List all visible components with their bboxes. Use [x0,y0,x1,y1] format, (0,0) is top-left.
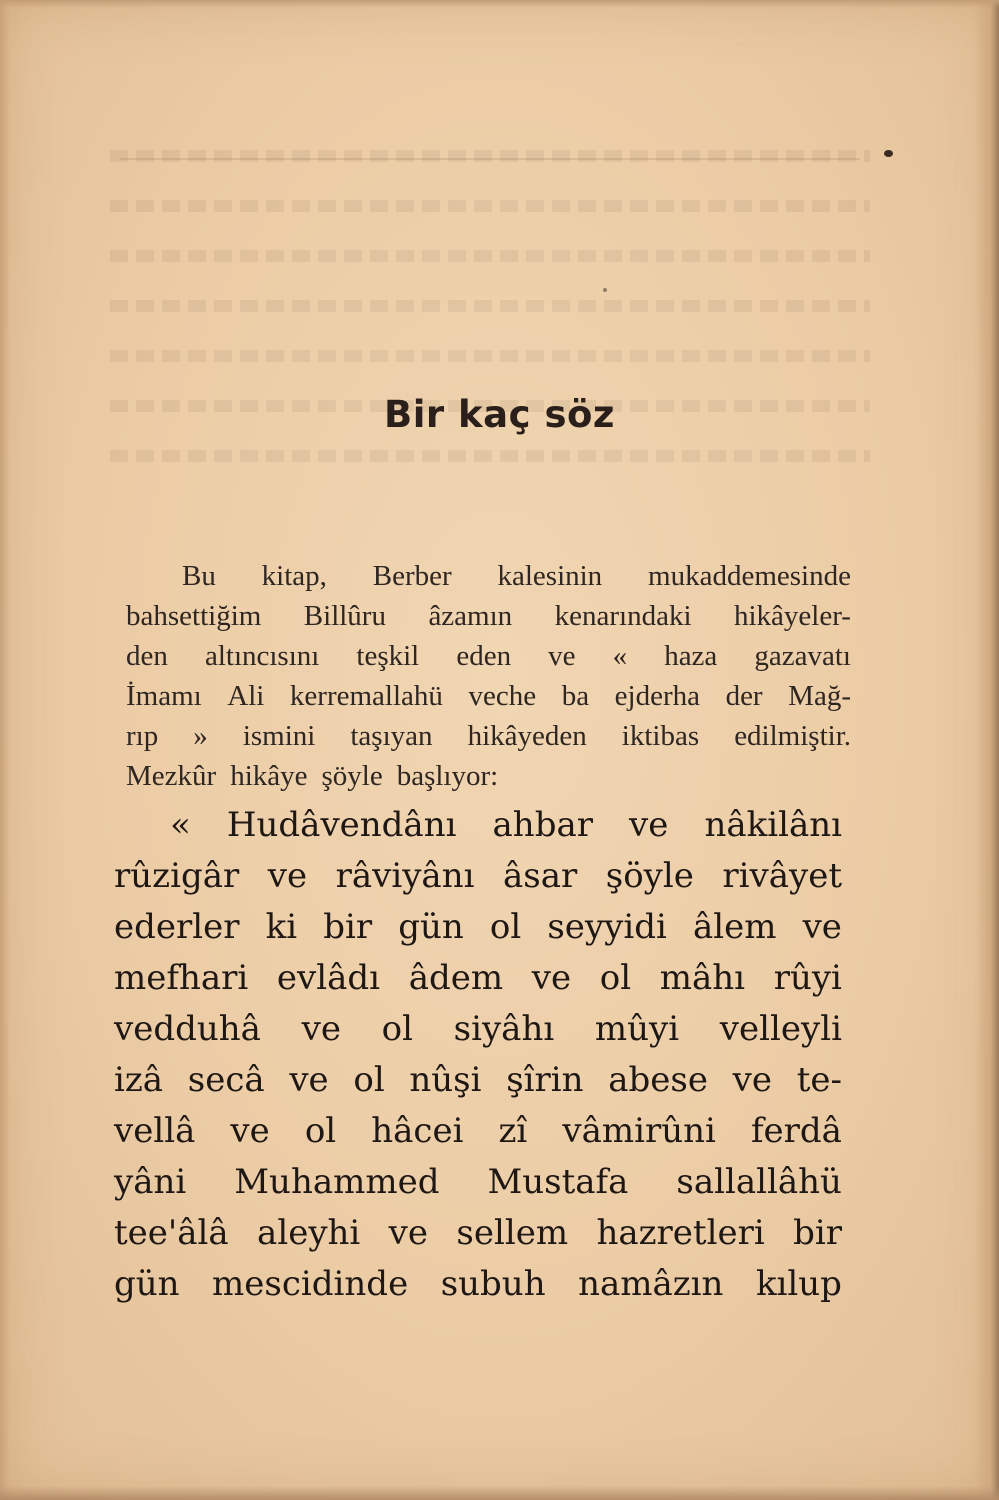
page-edge-top [0,0,999,8]
text-word: ve [301,1009,341,1049]
text-word: ve [230,1111,270,1151]
text-word: Hudâvendânı [226,805,457,845]
text-word: rıp [126,720,159,752]
text-word: yâni [114,1162,187,1202]
text-word: mescidinde [212,1264,409,1304]
text-word: namâzın [578,1264,724,1304]
text-word: Ali [227,680,265,712]
page-edge-bottom [0,1486,999,1500]
text-word: « [612,640,628,672]
text-word: gün [398,907,464,947]
text-word: siyâhı [453,1009,555,1049]
text-word: ve [267,856,308,896]
intro-line [126,756,851,796]
text-word: ol [489,907,522,947]
text-word: rûzigâr [114,856,240,896]
text-word: der [725,680,763,712]
quote-line [114,800,842,851]
text-word: Bu [182,560,216,592]
text-word: mûyi [594,1009,680,1049]
text-word: Mustafa [487,1162,629,1202]
text-word: bir [323,907,373,947]
text-word: vâmirûni [562,1111,716,1151]
text-word: den [126,640,168,672]
text-word: mefhari [114,958,249,998]
text-word: başlıyor: [396,760,499,792]
text-word: rûyi [773,958,842,998]
text-word: ol [304,1111,337,1151]
quote-line [114,1004,842,1055]
text-word: ejderha [614,680,700,712]
quoted-passage [114,800,842,1310]
text-word: Billûru [303,600,386,632]
text-word: evlâdı [276,958,381,998]
ink-speck [884,150,893,157]
text-word: velleyli [719,1009,842,1049]
quote-line [114,1259,842,1310]
text-word: kenarındaki [554,600,692,632]
text-word: âsar [502,856,578,896]
text-word: taşıyan [350,720,433,752]
text-word: mâhı [659,958,746,998]
text-word: veche [468,680,537,712]
text-word: eden [456,640,512,672]
text-word: abese [608,1060,708,1100]
quote-line [114,1106,842,1157]
text-word: haza [664,640,718,672]
text-word: râviyânı [335,856,475,896]
text-word: edilmiştir. [734,720,851,752]
page-title: Bir kaç söz [384,393,615,436]
page-edge-left [0,0,10,1500]
text-word: Muhammed [234,1162,440,1202]
text-word: âlem [692,907,777,947]
intro-line [126,596,851,636]
text-word: vellâ [114,1111,196,1151]
text-word: şöyle [321,760,383,792]
quote-line [114,953,842,1004]
text-word: kerremallahü [289,680,443,712]
text-word: ve [548,640,576,672]
text-word: ol [599,958,632,998]
ink-speck [603,288,607,292]
text-word: hâcei [371,1111,464,1151]
text-word: kılup [755,1264,842,1304]
text-word: kitap, [261,560,327,592]
text-word: bir [793,1213,842,1253]
text-word: vedduhâ [114,1009,261,1049]
text-word: » [193,720,208,752]
text-word: ki [265,907,298,947]
quote-line [114,1055,842,1106]
text-word: te- [796,1060,842,1100]
quote-line [114,851,842,902]
text-word: zî [498,1111,528,1151]
intro-line [126,556,851,596]
quote-line [114,1157,842,1208]
text-word: ve [629,805,669,845]
text-word: mukaddemesinde [648,560,851,592]
intro-line [126,676,851,716]
text-word: Berber [372,560,452,592]
text-word: gün [114,1264,180,1304]
text-word: altıncısını [204,640,320,672]
text-word: kalesinin [497,560,603,592]
text-word: İmamı [126,680,202,712]
text-word: ba [561,680,590,712]
text-word: hazretleri [596,1213,765,1253]
bleed-through-text [110,150,870,510]
intro-line [126,636,851,676]
text-word: ve [388,1213,429,1253]
text-word: ve [732,1060,773,1100]
intro-line [126,716,851,756]
text-word: secâ [187,1060,265,1100]
page-edge-right [975,0,999,1500]
text-word: Mezkûr [126,760,217,792]
text-word: âzamın [428,600,513,632]
text-word: hikâye [230,760,308,792]
text-word: iktibas [621,720,700,752]
text-word: nûşi [409,1060,482,1100]
text-word: hikâyeden [467,720,587,752]
text-word: Mağ- [788,680,851,712]
text-word: şîrin [506,1060,584,1100]
text-word: sellem [456,1213,569,1253]
text-word: subuh [440,1264,546,1304]
quote-line [114,1208,842,1259]
text-word: ve [531,958,572,998]
text-word: hikâyeler- [734,600,851,632]
text-word: gazavatı [754,640,851,672]
text-word: « [170,805,191,845]
text-word: bahsettiğim [126,600,262,632]
text-word: âdem [408,958,504,998]
text-word: ve [802,907,842,947]
quote-line [114,902,842,953]
text-word: ve [289,1060,329,1100]
text-word: şöyle [605,856,694,896]
text-word: aleyhi [257,1213,361,1253]
text-word: ismini [242,720,316,752]
text-word: ahbar [492,805,593,845]
text-word: tee'âlâ [114,1213,229,1253]
text-word: nâkilânı [704,805,842,845]
text-word: ferdâ [750,1111,842,1151]
page-fold-line [120,158,860,160]
text-word: ol [381,1009,413,1049]
text-word: sallallâhü [676,1162,842,1202]
text-word: ederler [114,907,240,947]
text-word: teşkil [356,640,420,672]
text-word: rivâyet [722,856,842,896]
intro-paragraph [126,556,851,796]
text-word: ol [353,1060,385,1100]
text-word: izâ [114,1060,164,1100]
text-word: seyyidi [547,907,667,947]
